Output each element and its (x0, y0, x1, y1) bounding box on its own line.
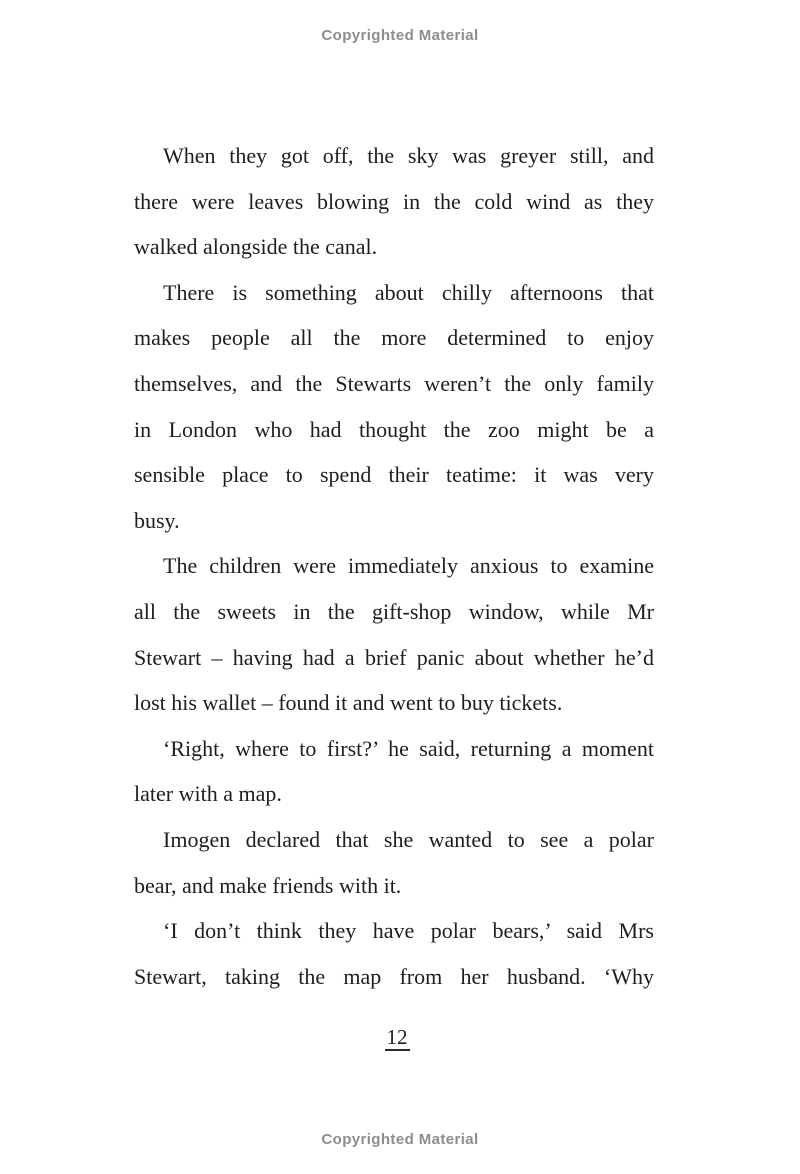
paragraph (134, 726, 654, 817)
text-line: There is something about chilly afternoons that (163, 279, 654, 305)
text-line: Stewart – having had a brief panic about whether he’d (134, 644, 654, 670)
text-line: Stewart, taking the map from her husband. ‘Why (134, 963, 654, 989)
text-line: ‘I don’t think they have polar bears,’ said Mrs (163, 918, 654, 944)
text-line: The children were immediately anxious to examine (163, 553, 654, 579)
text-line: there were leaves blowing in the cold wind as they (134, 188, 654, 214)
paragraph (134, 270, 654, 544)
text-line: in London who had thought the zoo might be a (134, 416, 654, 442)
paragraph (134, 817, 654, 908)
body-text (134, 133, 654, 999)
paragraph (134, 908, 654, 999)
page-number-container (0, 1026, 794, 1051)
copyright-notice-top: Copyrighted Material (321, 27, 479, 44)
text-line: bear, and make friends with it. (134, 872, 402, 898)
text-line: lost his wallet – found it and went to buy tickets. (134, 690, 563, 716)
text-line: makes people all the more determined to enjoy (134, 325, 654, 351)
text-line: When they got off, the sky was greyer still, and (163, 143, 654, 168)
page-number: 12 (385, 1026, 410, 1051)
text-line: sensible place to spend their teatime: it was very (134, 462, 654, 488)
text-line: Imogen declared that she wanted to see a polar (163, 826, 654, 852)
text-line: themselves, and the Stewarts weren’t the only family (134, 370, 654, 396)
text-line: busy. (134, 507, 180, 533)
paragraph (134, 543, 654, 725)
text-line: ‘Right, where to first?’ he said, returning a moment (163, 735, 654, 761)
text-line: walked alongside the canal. (134, 234, 378, 260)
text-line: all the sweets in the gift-shop window, while Mr (134, 598, 654, 624)
text-line: later with a map. (134, 781, 282, 807)
paragraph (134, 133, 654, 270)
copyright-notice-bottom: Copyrighted Material (321, 1131, 479, 1148)
